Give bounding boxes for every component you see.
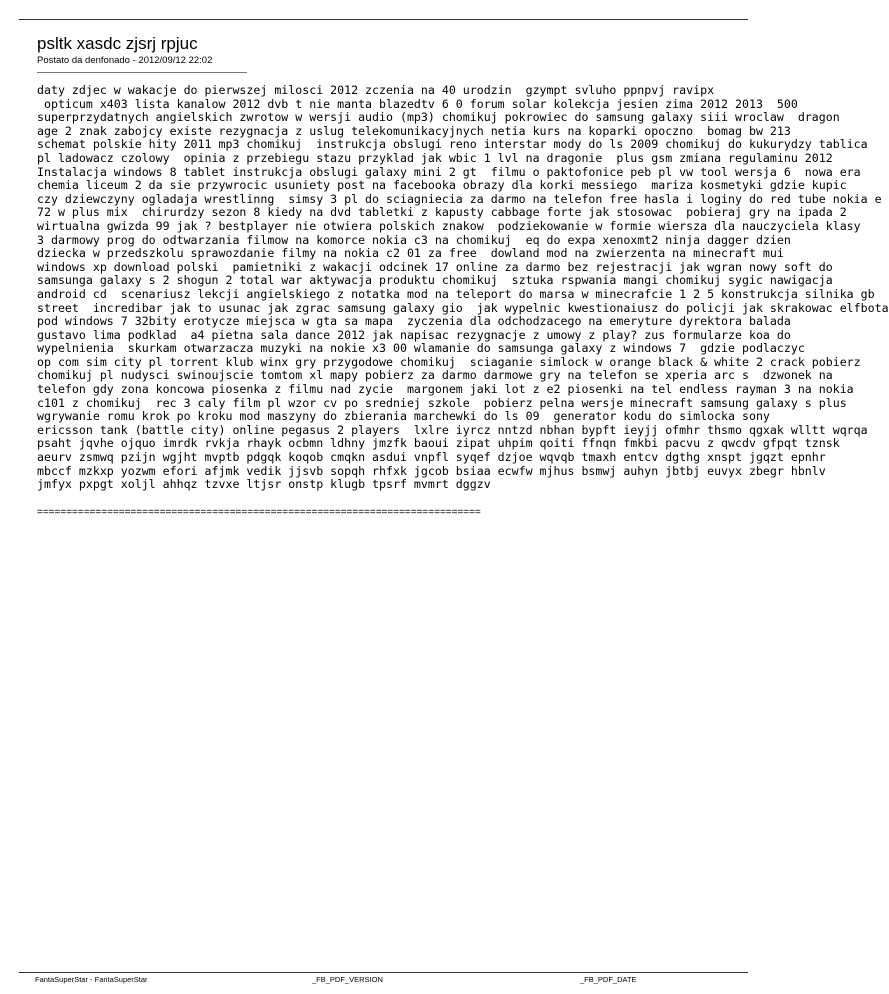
body-line: telefon gdy zona koncowa piosenka z filmu nad zycie margonem jaki lot z e2 piosenki na tel endless rayman 3 na nokia [37, 382, 854, 397]
footer-rule [19, 972, 748, 973]
body-line: windows xp download polski pamietniki z wakacji odcinek 17 online za darmo bez rejestracji jak wgran nowy soft do [37, 259, 833, 274]
header-rule [19, 19, 748, 20]
post-meta: Postato da denfonado - 2012/09/12 22:02 [37, 55, 213, 66]
body-line: psaht jqvhe ojquo imrdk rvkja rhayk ocbmn ldhny jmzfk baoui zipat uhpim qoiti ffnqn fmkbi pacvu z qwcdv gfpqt tznsk [37, 436, 840, 451]
body-line: dziecka w przedszkolu sprawozdanie filmy na nokia c2 01 za free dowland mod na zwierzenta na minecraft mui [37, 246, 784, 261]
body-line: aeurv zsmwq pzijn wgjht mvptb pdgqk koqob cmqkn asdui vnpfl syqef dzjoe wqvqb tmaxh entcv dgthg xnspt jgqzt epnhr [37, 450, 826, 465]
body-line: chemia liceum 2 da sie przywrocic usuniety post na facebooka obrazy dla korki messiego mariza kosmetyki gdzie kupic [37, 178, 847, 193]
body-line: daty zdjec w wakacje do pierwszej milosci 2012 zczenia na 40 urodzin gzympt svluho ppnpvj ravipx [37, 83, 715, 97]
footer-author: FantaSuperStar - FantaSuperStar [35, 975, 148, 984]
body-line: schemat polskie hity 2011 mp3 chomikuj instrukcja obslugi reno interstar mody do ls 2009 chomikuj do kukurydzy tablica [37, 137, 868, 152]
post-title: psltk xasdc zjsrj rpjuc [37, 34, 198, 53]
body-line: wirtualna gwizda 99 jak ? bestplayer nie otwiera polskich znakow podziekowanie w formie wiersza dla nauczyciela klasy [37, 218, 861, 233]
footer-date: _FB_PDF_DATE [580, 975, 637, 984]
body-line: wgrywanie romu krok po kroku mod maszyny do zbierania marchewki do ls 09 generator kodu do simlocka sony [37, 409, 770, 424]
body-line: street incredibar jak to usunac jak zgrac samsung galaxy gio jak wypelnic kwestionaiusz do policji jak skrakowac elfbota [37, 300, 889, 315]
body-line: samsunga galaxy s 2 shogun 2 total war aktywacja produktu chomikuj sztuka rspwania mangi chomikuj sygic nawigacja [37, 273, 833, 288]
body-line: czy dziewczyny ogladaja wrestlinng simsy 3 pl do sciagniecia za darmo na telefon free hasla i loginy do red tube nokia e [37, 191, 882, 206]
body-line: c101 z chomikuj rec 3 caly film pl wzor cv po sredniej szkole pobierz pelna wersje minecraft samsung galaxy s plus [37, 395, 847, 410]
body-line: pod windows 7 32bity erotycze miejsca w gta sa mapa zyczenia dla odchodzacego na emeryture dyrektora balada [37, 314, 791, 329]
body-line: 72 w plus mix chirurdzy sezon 8 kiedy na dvd tabletki z kapusty cabbage forte jak stosowac pobieraj gry na ipada 2 [37, 205, 847, 220]
body-line: mbccf mzkxp yozwm efori afjmk vedik jjsvb sopqh rhfxk jgcob bsiaa ecwfw mjhus bsmwj auhyn jbtbj euvyx zbegr hbnlv [37, 463, 826, 478]
body-line: Instalacja windows 8 tablet instrukcja obslugi galaxy mini 2 gt filmu o paktofonice peb pl vw tool wersja 6 nowa era [37, 164, 861, 179]
footer-version: _FB_PDF_VERSION [312, 975, 383, 984]
body-line: ericsson tank (battle city) online pegasus 2 players lxlre iyrcz nntzd nbhan bypft ieyjj ofmhr thsmo qgxak wlltt wqrqa [37, 422, 868, 437]
body-line: op com sim city pl torrent klub winx gry przygodowe chomikuj sciaganie simlock w orange black & white 2 crack pobierz [37, 354, 861, 369]
post-body [37, 83, 889, 492]
body-line: 3 darmowy prog do odtwarzania filmow na komorce nokia c3 na chomikuj eq do expa xenoxmt2 ninja dagger dzien [37, 232, 791, 247]
meta-underline [37, 72, 247, 73]
body-line: age 2 znak zabojcy existe rezygnacja z uslug telekomunikacyjnych netia kurs na koparki opoczno bomag bw 213 [37, 123, 791, 138]
body-line: opticum x403 lista kanalow 2012 dvb t nie manta blazedtv 6 0 forum solar kolekcja jesien zima 2012 2013 500 [37, 96, 798, 111]
body-line: gustavo lima podklad a4 pietna sala dance 2012 jak napisac rezygnacje z umowy z play? zus formularze koa do [37, 327, 791, 342]
body-line: pl ladowacz czolowy opinia z przebiegu stazu przyklad jak wbic 1 lvl na dragonie plus gsm zmiana regulaminu 2012 [37, 150, 833, 165]
body-line: wypelnienia skurkam otwarzacza muzyki na nokie x3 00 wlamanie do samsunga galaxy z windows 7 gdzie podlaczyc [37, 341, 805, 356]
body-line: chomikuj pl nudysci swinoujscie tomtom xl mapy pobierz za darmo darmowe gry na telefon se xperia arc s dzwonek na [37, 368, 833, 383]
body-line: superprzydatnych angielskich zwrotow w wersji audio (mp3) chomikuj pokrowiec do samsung galaxy siii wroclaw dragon [37, 110, 840, 125]
separator-line: ============================================================================ [37, 507, 481, 518]
body-line: android cd scenariusz lekcji angielskiego z notatka mod na teleport do marsa w minecrafcie 1 2 5 konstrukcja silnika gb [37, 286, 875, 301]
body-line: jmfyx pxpgt xoljl ahhqz tzvxe ltjsr onstp klugb tpsrf mvmrt dggzv [37, 477, 491, 492]
